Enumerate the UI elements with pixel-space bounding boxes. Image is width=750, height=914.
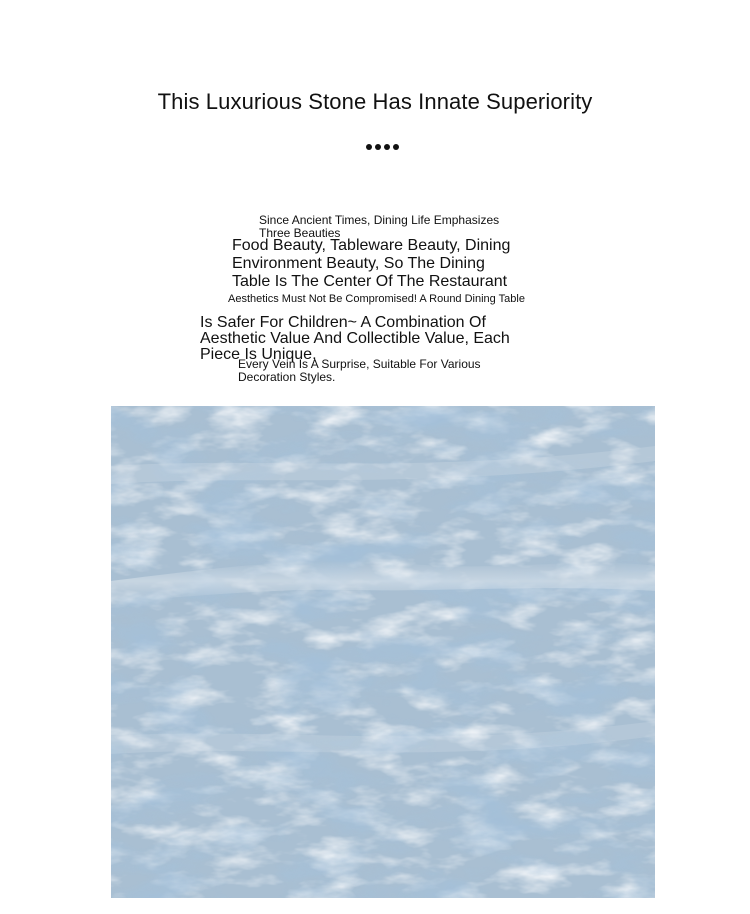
intro-text-line-1: Since Ancient Times, Dining Life Emphasizes Three Beauties bbox=[259, 213, 500, 240]
marble-texture bbox=[111, 406, 655, 898]
intro-text-line-2: Food Beauty, Tableware Beauty, Dining Environment Beauty, So The Dining Table Is The Center Of The Restaurant bbox=[232, 237, 511, 290]
intro-text-line-4: Is Safer For Children~ A Combination Of Aesthetic Value And Collectible Value, Each Piece Is Unique, bbox=[200, 314, 510, 363]
separator-dots bbox=[366, 144, 399, 150]
page-title: This Luxurious Stone Has Innate Superiority bbox=[157, 89, 593, 114]
separator-dot bbox=[366, 144, 372, 150]
separator-dot bbox=[375, 144, 381, 150]
intro-text-line-3: Aesthetics Must Not Be Compromised! A Round Dining Table bbox=[228, 293, 525, 305]
separator-dot bbox=[393, 144, 399, 150]
separator-dot bbox=[384, 144, 390, 150]
intro-text-line-5: Every Vein Is A Surprise, Suitable For Various Decoration Styles. bbox=[238, 357, 481, 384]
blue-marble-photo bbox=[111, 406, 655, 898]
